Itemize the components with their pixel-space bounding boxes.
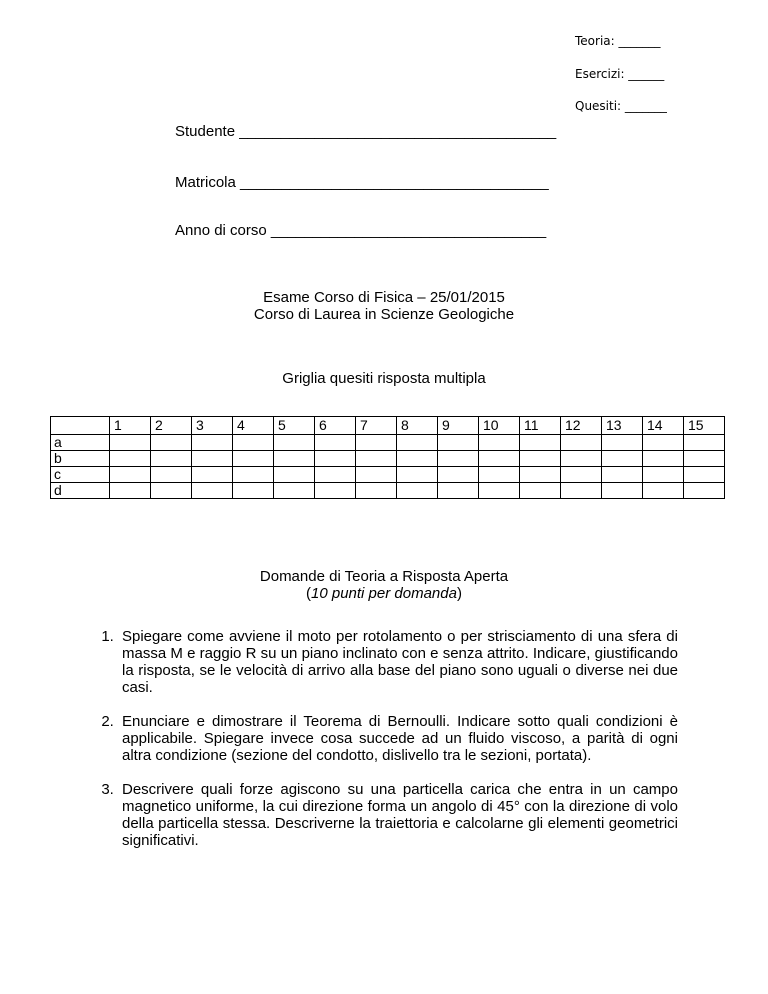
grid-answer-cell[interactable] [438, 483, 479, 499]
grid-column-header: 6 [315, 417, 356, 435]
grid-answer-cell[interactable] [151, 451, 192, 467]
grid-title: Griglia quesiti risposta multipla [282, 370, 486, 387]
grid-answer-cell[interactable] [110, 451, 151, 467]
quesiti-score: Quesiti: _______ [575, 99, 667, 113]
grid-answer-cell[interactable] [233, 451, 274, 467]
grid-answer-cell[interactable] [520, 467, 561, 483]
grid-row-label: d [51, 483, 110, 499]
grid-answer-cell[interactable] [561, 467, 602, 483]
teoria-score: Teoria: _______ [575, 34, 661, 48]
points-per-question: 10 punti per domanda [311, 585, 457, 602]
question-item: 1. Spiegare come avviene il moto per rotolamento o per strisciamento di una sfera di massa M e raggio R su un piano inclinato con e senza attrito. Indicare, giustificando la risposta, se le velocità di arrivo alla base del piano sono uguali o diverse nei due casi. [118, 628, 678, 696]
grid-answer-cell[interactable] [315, 451, 356, 467]
grid-answer-cell[interactable] [192, 435, 233, 451]
grid-answer-cell[interactable] [192, 467, 233, 483]
grid-answer-cell[interactable] [356, 451, 397, 467]
grid-answer-cell[interactable] [479, 483, 520, 499]
grid-column-header: 12 [561, 417, 602, 435]
grid-answer-cell[interactable] [192, 483, 233, 499]
grid-answer-cell[interactable] [602, 483, 643, 499]
grid-answer-cell[interactable] [274, 451, 315, 467]
grid-answer-cell[interactable] [192, 451, 233, 467]
grid-answer-cell[interactable] [479, 435, 520, 451]
grid-row-label: a [51, 435, 110, 451]
grid-answer-cell[interactable] [561, 451, 602, 467]
grid-answer-cell[interactable] [274, 467, 315, 483]
grid-answer-cell[interactable] [397, 467, 438, 483]
grid-answer-cell[interactable] [684, 467, 725, 483]
grid-answer-cell[interactable] [356, 435, 397, 451]
grid-answer-cell[interactable] [315, 483, 356, 499]
grid-answer-cell[interactable] [643, 451, 684, 467]
grid-column-header: 3 [192, 417, 233, 435]
matricola-field[interactable]: Matricola _____________________________________ [175, 174, 549, 191]
grid-answer-cell[interactable] [602, 451, 643, 467]
grid-answer-cell[interactable] [643, 483, 684, 499]
grid-answer-cell[interactable] [151, 483, 192, 499]
grid-row [51, 483, 725, 499]
grid-column-header: 4 [233, 417, 274, 435]
grid-row-label: c [51, 467, 110, 483]
grid-answer-cell[interactable] [233, 483, 274, 499]
esercizi-score: Esercizi: ______ [575, 67, 665, 81]
grid-row [51, 451, 725, 467]
open-questions-title: Domande di Teoria a Risposta Aperta [259, 568, 509, 585]
grid-answer-cell[interactable] [397, 451, 438, 467]
grid-column-header: 2 [151, 417, 192, 435]
grid-answer-cell[interactable] [438, 467, 479, 483]
grid-answer-cell[interactable] [561, 435, 602, 451]
grid-column-header: 1 [110, 417, 151, 435]
grid-answer-cell[interactable] [356, 467, 397, 483]
grid-answer-cell[interactable] [233, 467, 274, 483]
grid-column-header: 10 [479, 417, 520, 435]
points-note [0, 585, 768, 602]
grid-answer-cell[interactable] [110, 483, 151, 499]
grid-row [51, 467, 725, 483]
anno-di-corso-field[interactable]: Anno di corso _________________________________ [175, 222, 547, 239]
grid-answer-cell[interactable] [110, 435, 151, 451]
grid-answer-cell[interactable] [602, 467, 643, 483]
grid-column-header: 14 [643, 417, 684, 435]
points-open-paren: ( [306, 585, 312, 602]
grid-answer-cell[interactable] [397, 483, 438, 499]
grid-column-header: 8 [397, 417, 438, 435]
grid-row-label: b [51, 451, 110, 467]
exam-subtitle: Corso di Laurea in Scienze Geologiche [253, 306, 515, 323]
grid-answer-cell[interactable] [561, 483, 602, 499]
exam-title: Esame Corso di Fisica – 25/01/2015 [263, 289, 505, 306]
grid-answer-cell[interactable] [479, 451, 520, 467]
grid-row [51, 435, 725, 451]
grid-answer-cell[interactable] [315, 467, 356, 483]
grid-answer-cell[interactable] [520, 483, 561, 499]
grid-header-row [51, 417, 725, 435]
grid-column-header: 11 [520, 417, 561, 435]
grid-answer-cell[interactable] [233, 435, 274, 451]
open-questions-list [100, 628, 678, 866]
grid-answer-cell[interactable] [438, 451, 479, 467]
grid-answer-cell[interactable] [274, 483, 315, 499]
question-item: 3. Descrivere quali forze agiscono su una particella carica che entra in un campo magnetico uniforme, la cui direzione forma un angolo di 45° con la direzione di volo della particella stessa. Descriverne la traiettoria e calcolarne gli elementi geometrici significativi. [118, 781, 678, 849]
grid-answer-cell[interactable] [684, 451, 725, 467]
grid-answer-cell[interactable] [110, 467, 151, 483]
grid-column-header: 5 [274, 417, 315, 435]
grid-answer-cell[interactable] [684, 435, 725, 451]
grid-answer-cell[interactable] [151, 435, 192, 451]
question-item: 2. Enunciare e dimostrare il Teorema di Bernoulli. Indicare sotto quali condizioni è applicabile. Spiegare invece cosa succede ad un fluido viscoso, a parità di ogni altra condizione (sezione del condotto, dislivello tra le sezioni, portata). [118, 713, 678, 764]
grid-answer-cell[interactable] [684, 483, 725, 499]
grid-answer-cell[interactable] [479, 467, 520, 483]
grid-answer-cell[interactable] [602, 435, 643, 451]
grid-answer-cell[interactable] [643, 467, 684, 483]
grid-column-header: 7 [356, 417, 397, 435]
answer-grid [50, 416, 725, 499]
grid-column-header: 9 [438, 417, 479, 435]
grid-column-header: 13 [602, 417, 643, 435]
grid-answer-cell[interactable] [274, 435, 315, 451]
grid-answer-cell[interactable] [438, 435, 479, 451]
studente-field[interactable]: Studente ______________________________________ [175, 123, 557, 140]
grid-answer-cell[interactable] [520, 451, 561, 467]
grid-answer-cell[interactable] [315, 435, 356, 451]
grid-answer-cell[interactable] [356, 483, 397, 499]
points-close-paren: ) [456, 585, 462, 602]
grid-corner-cell [51, 417, 110, 435]
grid-column-header: 15 [684, 417, 725, 435]
grid-answer-cell[interactable] [643, 435, 684, 451]
grid-answer-cell[interactable] [397, 435, 438, 451]
grid-answer-cell[interactable] [520, 435, 561, 451]
grid-answer-cell[interactable] [151, 467, 192, 483]
